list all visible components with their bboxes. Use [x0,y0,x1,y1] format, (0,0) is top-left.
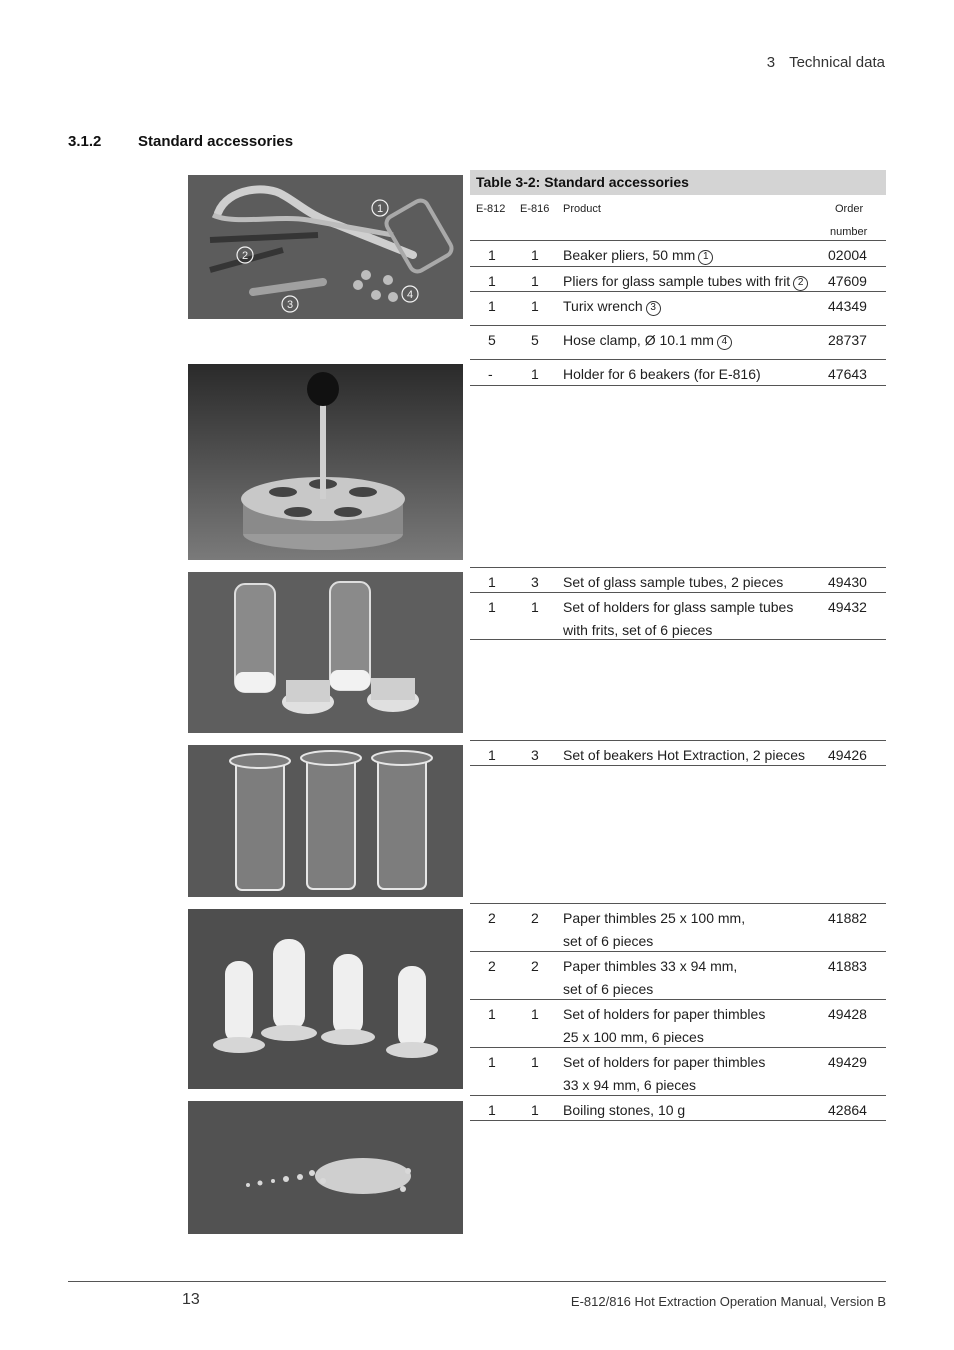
column-header-e816: E-816 [520,203,550,215]
cell-order-number: 49426 [828,747,867,763]
photo-callout-4: 4 [406,289,414,301]
cell-product: Boiling stones, 10 g [563,1102,686,1118]
cell-order-number: 49430 [828,574,867,590]
cell-e816: 1 [531,273,539,289]
cell-product: Set of beakers Hot Extraction, 2 pieces [563,747,806,763]
section-heading [68,133,293,150]
cell-product: Pliers for glass sample tubes with frit 2 [563,270,823,293]
cell-order-number: 28737 [828,332,867,348]
section-title: Standard accessories [138,133,294,150]
cell-e812: 1 [488,1102,496,1118]
photo-pliers-and-tools [188,175,463,319]
section-number: 3.1.2 [68,133,102,150]
cell-product: Beaker pliers, 50 mm 1 [563,244,813,267]
cell-e816: 1 [531,1006,539,1022]
cell-e812: 1 [488,1054,496,1070]
cell-product: Holder for 6 beakers (for E-816) [563,366,761,382]
table-row [470,903,886,951]
cell-e816: 3 [531,747,539,763]
callout-badge: 2 [793,276,808,291]
cell-e816: 2 [531,958,539,974]
table-row [470,325,886,359]
column-header-e812: E-812 [476,203,506,215]
chapter-number: 3 [766,54,776,71]
table-row [470,1047,886,1095]
cell-e812: 1 [488,1006,496,1022]
running-header [767,54,885,71]
table-row [470,592,886,640]
cell-e812: 2 [488,910,496,926]
table-row [470,359,886,386]
photo-callout-3: 3 [286,299,294,311]
cell-e816: 2 [531,910,539,926]
cell-product: Set of holders for paper thimbles 25 x 100 mm, 6 pieces [563,1006,766,1045]
page-number: 13 [182,1291,200,1308]
photo-boiling-stones [188,1101,463,1234]
table-row [470,999,886,1047]
cell-order-number: 41882 [828,910,867,926]
cell-e816: 1 [531,599,539,615]
cell-product: Set of glass sample tubes, 2 pieces [563,574,784,590]
table-row [470,1095,886,1121]
cell-e816: 3 [531,574,539,590]
cell-e812: 2 [488,958,496,974]
cell-product: Turix wrench 3 [563,295,813,318]
cell-order-number: 49432 [828,599,867,615]
cell-e816: 1 [531,366,539,382]
column-header-product: Product [563,203,601,215]
cell-order-number: 41883 [828,958,867,974]
photo-paper-thimbles [188,909,463,1089]
table-row [470,240,886,266]
cell-e812: 5 [488,332,496,348]
cell-product: Paper thimbles 25 x 100 mm, set of 6 pieces [563,910,746,949]
cell-product: Paper thimbles 33 x 94 mm, set of 6 pieces [563,958,738,997]
photo-beaker-holder [188,364,463,560]
cell-order-number: 44349 [828,298,867,314]
accessories-table [470,170,886,238]
chapter-title: Technical data [789,54,885,71]
callout-badge: 1 [698,250,713,265]
cell-e816: 1 [531,298,539,314]
cell-e816: 5 [531,332,539,348]
callout-badge: 3 [646,301,661,316]
cell-product: Set of holders for glass sample tubes with frits, set of 6 pieces [563,599,794,638]
document-title: E-812/816 Hot Extraction Operation Manual, Version B [570,1294,886,1309]
footer-divider [68,1281,886,1282]
cell-order-number: 49428 [828,1006,867,1022]
table-title: Table 3-2: Standard accessories [470,170,886,195]
cell-e812: 1 [488,273,496,289]
cell-e812: 1 [488,298,496,314]
cell-order-number: 02004 [828,247,867,263]
photo-glass-sample-tubes [188,572,463,733]
cell-product: Set of holders for paper thimbles 33 x 94 mm, 6 pieces [563,1054,766,1093]
cell-e816: 1 [531,247,539,263]
cell-e812: 1 [488,599,496,615]
column-header-order-number: Order number [830,203,868,238]
cell-order-number: 47643 [828,366,867,382]
photo-beakers [188,745,463,897]
table-row [470,951,886,999]
cell-order-number: 42864 [828,1102,867,1118]
photo-callout-2: 2 [241,250,249,262]
photo-callout-1: 1 [376,203,384,215]
cell-e816: 1 [531,1102,539,1118]
table-row [470,266,886,291]
cell-e812: 1 [488,747,496,763]
cell-product: Hose clamp, Ø 10.1 mm 4 [563,329,813,352]
callout-badge: 4 [717,335,732,350]
cell-e816: 1 [531,1054,539,1070]
cell-e812: 1 [488,574,496,590]
cell-e812: - [488,366,493,382]
cell-order-number: 47609 [828,273,867,289]
table-row [470,567,886,592]
cell-order-number: 49429 [828,1054,867,1070]
table-row [470,740,886,766]
table-row [470,291,886,325]
cell-e812: 1 [488,247,496,263]
